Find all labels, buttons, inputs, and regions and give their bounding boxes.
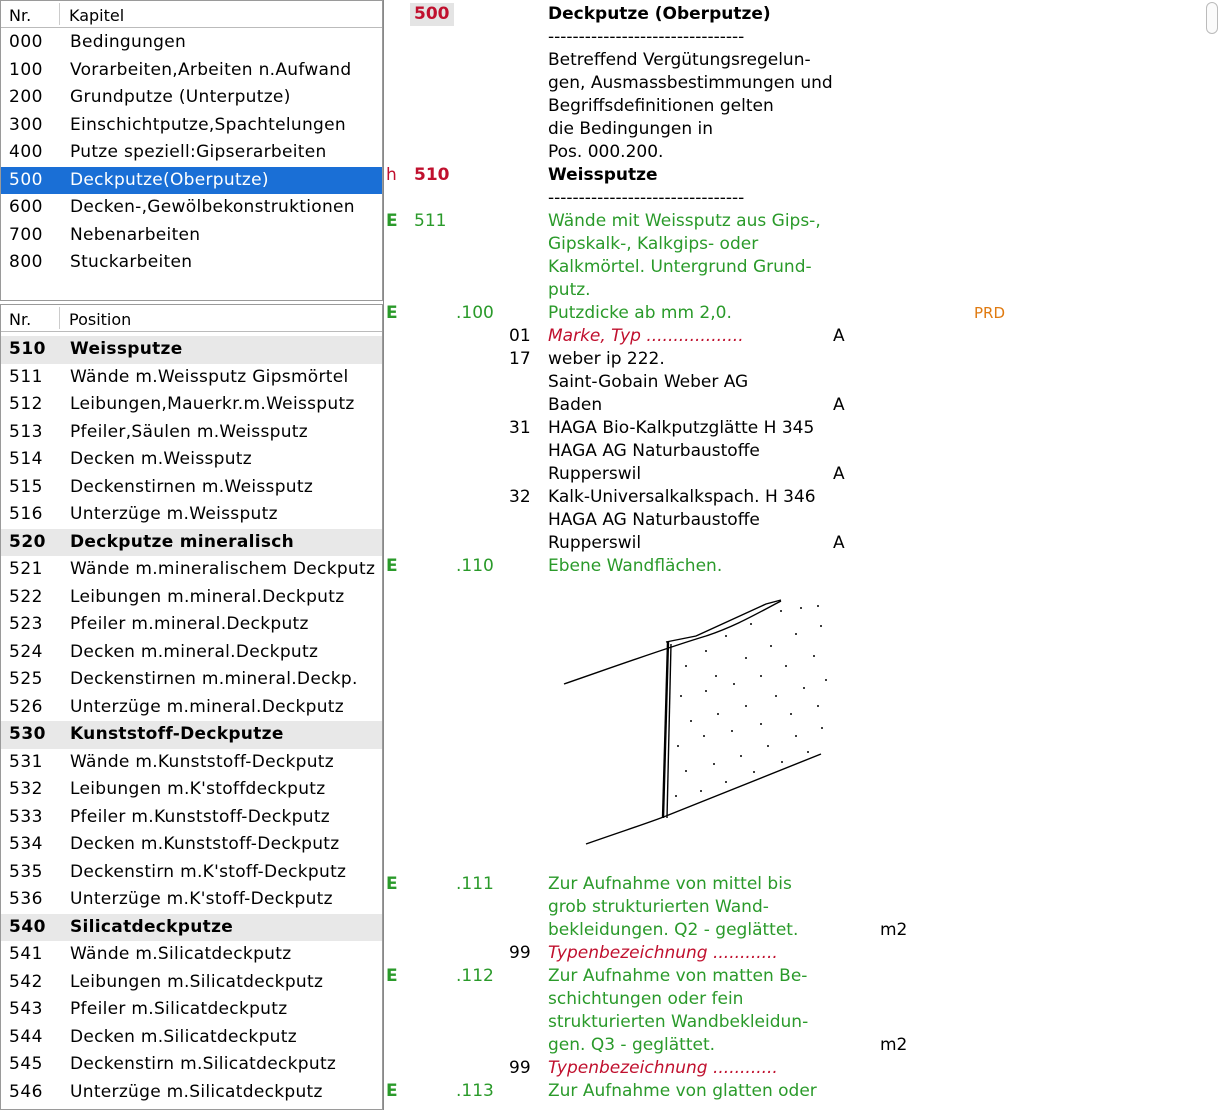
position-nr: 535 <box>9 861 43 882</box>
doc-line <box>384 371 1204 394</box>
kapitel-nr: 400 <box>9 142 43 162</box>
position-header <box>1 305 382 332</box>
subposition-text: Putzdicke ab mm 2,0. <box>548 303 732 323</box>
position-nr: 542 <box>9 971 43 992</box>
variant-text: Baden <box>548 395 603 415</box>
position-row[interactable] <box>1 474 382 502</box>
doc-line <box>384 463 1204 486</box>
position-nr: 541 <box>9 944 43 964</box>
position-name: Unterzüge m.mineral.Deckputz <box>70 696 344 717</box>
variant-text: HAGA AG Naturbaustoffe <box>548 441 760 461</box>
kapitel-name: Stuckarbeiten <box>70 252 193 272</box>
position-row[interactable] <box>1 1024 382 1052</box>
chapter-number[interactable]: 500 <box>410 3 454 26</box>
variant-number: 99 <box>509 943 531 963</box>
position-name: Decken m.Weissputz <box>70 449 252 469</box>
doc-line <box>384 348 1204 371</box>
position-nr: 516 <box>9 504 43 524</box>
kapitel-name: Deckputze(Oberputze) <box>70 169 269 190</box>
chapter-title: Deckputze (Oberputze) <box>548 4 771 24</box>
kapitel-name: Nebenarbeiten <box>70 224 201 245</box>
position-name: Deckputze mineralisch <box>70 531 295 552</box>
kapitel-nr: 500 <box>9 169 43 190</box>
kapitel-name: Vorarbeiten,Arbeiten n.Aufwand <box>70 59 352 80</box>
h-flag: h <box>386 165 397 185</box>
doc-line <box>384 279 1204 302</box>
position-row[interactable] <box>1 584 382 612</box>
position-nr: 531 <box>9 751 43 772</box>
position-row[interactable] <box>1 611 382 639</box>
subposition-number[interactable]: .100 <box>456 303 494 323</box>
kapitel-name: Decken-,Gewölbekonstruktionen <box>70 197 355 217</box>
doc-line <box>384 896 1204 919</box>
subposition-number[interactable]: .111 <box>456 874 494 894</box>
position-nr: 515 <box>9 476 43 497</box>
position-text: Kalkmörtel. Untergrund Grund- <box>548 257 812 277</box>
e-flag: E <box>386 966 398 986</box>
position-name: Wände m.Weissputz Gipsmörtel <box>70 366 349 387</box>
variant-text: Typenbezeichnung ............ <box>548 943 778 963</box>
subposition-text: bekleidungen. Q2 - geglättet. <box>548 920 799 940</box>
position-nr: 525 <box>9 669 43 689</box>
col-kapitel-header[interactable]: Kapitel <box>69 6 125 25</box>
position-rows <box>1 332 382 1106</box>
sketch-top-edge <box>564 601 781 684</box>
position-name: Decken m.mineral.Deckputz <box>70 641 319 662</box>
subposition-text: gen. Q3 - geglättet. <box>548 1035 716 1055</box>
variant-text: HAGA Bio-Kalkputzglätte H 345 <box>548 418 815 438</box>
position-row[interactable] <box>1 446 382 474</box>
doc-line <box>384 256 1204 279</box>
variant-text: Saint-Gobain Weber AG <box>548 372 749 392</box>
section-title: Weissputze <box>548 165 658 185</box>
doc-line <box>384 942 1204 965</box>
sketch-ceiling-line <box>666 600 781 642</box>
column-divider[interactable] <box>59 307 60 329</box>
position-nr: 543 <box>9 999 43 1019</box>
col-position-header[interactable]: Position <box>69 310 132 329</box>
column-divider[interactable] <box>59 3 60 25</box>
body-text: die Bedingungen in <box>548 119 714 139</box>
col-nr-header[interactable]: Nr. <box>9 6 32 25</box>
position-nr: 540 <box>9 916 46 937</box>
e-flag: E <box>386 303 398 323</box>
rule-line: -------------------------------- <box>548 27 745 47</box>
kapitel-name: Einschichtputze,Spachtelungen <box>70 114 346 135</box>
unit-label: m2 <box>880 1035 908 1055</box>
kapitel-rows <box>1 28 382 277</box>
position-text: Gipskalk-, Kalkgips- oder <box>548 234 759 254</box>
a-flag: A <box>833 464 845 484</box>
position-name: Decken m.Kunststoff-Deckputz <box>70 834 340 854</box>
position-row[interactable] <box>1 364 382 392</box>
position-number[interactable]: 511 <box>414 211 447 231</box>
position-row[interactable] <box>1 886 382 914</box>
position-nr: 544 <box>9 1026 43 1047</box>
position-row[interactable] <box>1 639 382 667</box>
e-flag: E <box>386 874 398 894</box>
subposition-text: grob strukturierten Wand- <box>548 897 769 917</box>
kapitel-nr: 300 <box>9 114 43 135</box>
position-nr: 524 <box>9 641 43 662</box>
doc-line <box>384 555 1204 578</box>
doc-line <box>384 1080 1204 1103</box>
position-row[interactable] <box>1 501 382 529</box>
position-row[interactable] <box>1 859 382 887</box>
position-name: Deckenstirnen m.Weissputz <box>70 476 314 497</box>
position-group-520[interactable] <box>1 529 382 557</box>
body-text: Betreffend Vergütungsregelun- <box>548 50 811 70</box>
doc-line <box>384 233 1204 256</box>
kapitel-row-000[interactable] <box>1 29 382 57</box>
variant-number: 17 <box>509 349 531 369</box>
position-row[interactable] <box>1 391 382 419</box>
doc-line <box>384 509 1204 532</box>
position-nr: 534 <box>9 834 43 854</box>
document-view[interactable] <box>384 0 1232 1110</box>
position-row[interactable] <box>1 1079 382 1107</box>
variant-text: Marke, Typ .................. <box>548 326 744 346</box>
doc-line <box>384 1011 1204 1034</box>
doc-line <box>384 72 1204 95</box>
position-name: Leibungen,Mauerkr.m.Weissputz <box>70 394 355 414</box>
position-nr: 514 <box>9 449 43 469</box>
variant-text: HAGA AG Naturbaustoffe <box>548 510 760 530</box>
position-row[interactable] <box>1 556 382 584</box>
position-nr: 536 <box>9 889 43 909</box>
kapitel-nr: 100 <box>9 59 43 80</box>
kapitel-row-300[interactable] <box>1 112 382 140</box>
position-row[interactable] <box>1 694 382 722</box>
position-name: Wände m.Silicatdeckputz <box>70 944 292 964</box>
kapitel-row-500-selected[interactable] <box>1 167 382 195</box>
subposition-text: strukturierten Wandbekleidun- <box>548 1012 809 1032</box>
section-number[interactable]: 510 <box>414 165 450 185</box>
prd-tag[interactable]: PRD <box>974 304 1006 322</box>
a-flag: A <box>833 326 845 346</box>
position-row[interactable] <box>1 776 382 804</box>
variant-text: Typenbezeichnung ............ <box>548 1058 778 1078</box>
doc-line <box>384 3 1204 26</box>
variant-text: Rupperswil <box>548 533 642 553</box>
position-name: Unterzüge m.Silicatdeckputz <box>70 1081 323 1102</box>
position-name: Kunststoff-Deckputze <box>70 724 284 744</box>
kapitel-nr: 200 <box>9 87 43 107</box>
doc-line <box>384 187 1204 210</box>
position-row[interactable] <box>1 749 382 777</box>
rule-line: -------------------------------- <box>548 188 745 208</box>
position-name: Unterzüge m.Weissputz <box>70 504 278 524</box>
doc-line <box>384 873 1204 896</box>
doc-line <box>384 49 1204 72</box>
doc-line <box>384 532 1204 555</box>
doc-line <box>384 440 1204 463</box>
doc-line <box>384 95 1204 118</box>
kapitel-name: Putze speziell:Gipserarbeiten <box>70 142 327 162</box>
kapitel-nr: 000 <box>9 32 43 52</box>
kapitel-row-800[interactable] <box>1 249 382 277</box>
variant-number: 31 <box>509 418 531 438</box>
doc-line <box>384 164 1204 187</box>
a-flag: A <box>833 395 845 415</box>
kapitel-nr: 700 <box>9 224 43 245</box>
position-group-530[interactable] <box>1 721 382 749</box>
kapitel-nr: 600 <box>9 197 43 217</box>
position-name: Pfeiler m.mineral.Deckputz <box>70 614 309 634</box>
position-row[interactable] <box>1 804 382 832</box>
subposition-text: Zur Aufnahme von matten Be- <box>548 966 808 986</box>
wall-surface-sketch <box>556 596 846 851</box>
position-group-510[interactable] <box>1 336 382 364</box>
kapitel-row-700[interactable] <box>1 222 382 250</box>
doc-line <box>384 417 1204 440</box>
vertical-scrollbar-thumb[interactable] <box>1206 2 1218 34</box>
body-text: Begriffsdefinitionen gelten <box>548 96 774 116</box>
position-name: Deckenstirn m.Silicatdeckputz <box>70 1054 337 1074</box>
sketch-texture-dots <box>675 605 827 797</box>
doc-line <box>384 210 1204 233</box>
position-row[interactable] <box>1 419 382 447</box>
position-text: putz. <box>548 280 591 300</box>
position-name: Deckenstirnen m.mineral.Deckp. <box>70 669 358 689</box>
e-flag: E <box>386 1081 398 1101</box>
doc-line <box>384 965 1204 988</box>
subposition-text: Zur Aufnahme von mittel bis <box>548 874 792 894</box>
position-group-540[interactable] <box>1 914 382 942</box>
subposition-number[interactable]: .112 <box>456 966 494 986</box>
position-nr: 510 <box>9 339 46 359</box>
left-pane <box>0 0 384 1110</box>
variant-text: Rupperswil <box>548 464 642 484</box>
kapitel-nr: 800 <box>9 252 43 272</box>
position-name: Leibungen m.Silicatdeckputz <box>70 971 324 992</box>
position-row[interactable] <box>1 969 382 997</box>
position-nr: 530 <box>9 724 46 744</box>
doc-line <box>384 141 1204 164</box>
kapitel-row-100[interactable] <box>1 57 382 85</box>
col-nr-header[interactable]: Nr. <box>9 310 32 329</box>
kapitel-row-600[interactable] <box>1 194 382 222</box>
position-nr: 533 <box>9 806 43 827</box>
subposition-number[interactable]: .110 <box>456 556 494 576</box>
position-row[interactable] <box>1 1051 382 1079</box>
doc-line <box>384 325 1204 348</box>
unit-label: m2 <box>880 920 908 940</box>
position-name: Silicatdeckputze <box>70 916 234 937</box>
position-nr: 546 <box>9 1081 43 1102</box>
kapitel-row-200[interactable] <box>1 84 382 112</box>
position-row[interactable] <box>1 996 382 1024</box>
e-flag: E <box>386 556 398 576</box>
position-row[interactable] <box>1 666 382 694</box>
doc-line <box>384 26 1204 49</box>
subposition-text: Ebene Wandflächen. <box>548 556 723 576</box>
variant-number: 99 <box>509 1058 531 1078</box>
position-list[interactable] <box>0 304 383 1110</box>
position-nr: 521 <box>9 559 43 579</box>
position-nr: 545 <box>9 1054 43 1074</box>
position-name: Unterzüge m.K'stoff-Deckputz <box>70 889 333 909</box>
position-name: Wände m.mineralischem Deckputz <box>70 559 376 579</box>
position-nr: 526 <box>9 696 43 717</box>
kapitel-name: Bedingungen <box>70 32 187 52</box>
position-nr: 511 <box>9 366 43 387</box>
position-name: Wände m.Kunststoff-Deckputz <box>70 751 334 772</box>
subposition-number[interactable]: .113 <box>456 1081 494 1101</box>
doc-line <box>384 302 1204 325</box>
body-text: gen, Ausmassbestimmungen und <box>548 73 833 93</box>
kapitel-header <box>1 1 382 28</box>
position-name: Decken m.Silicatdeckputz <box>70 1026 297 1047</box>
e-flag: E <box>386 211 398 231</box>
subposition-text: schichtungen oder fein <box>548 989 744 1009</box>
doc-line <box>384 1057 1204 1080</box>
kapitel-name: Grundputze (Unterputze) <box>70 87 291 107</box>
position-name: Leibungen m.mineral.Deckputz <box>70 586 345 607</box>
position-nr: 520 <box>9 531 46 552</box>
doc-line <box>384 394 1204 417</box>
doc-line <box>384 919 1204 942</box>
kapitel-list[interactable] <box>0 0 383 301</box>
position-row[interactable] <box>1 831 382 859</box>
position-row[interactable] <box>1 941 382 969</box>
a-flag: A <box>833 533 845 553</box>
position-name: Pfeiler,Säulen m.Weissputz <box>70 421 308 442</box>
position-text: Wände mit Weissputz aus Gips-, <box>548 211 821 231</box>
position-name: Pfeiler m.Kunststoff-Deckputz <box>70 806 331 827</box>
position-name: Leibungen m.K'stoffdeckputz <box>70 779 326 799</box>
position-name: Weissputze <box>70 339 183 359</box>
variant-text: Kalk-Universalkalkspach. H 346 <box>548 487 816 507</box>
position-nr: 513 <box>9 421 43 442</box>
sketch-floor-edge <box>586 816 666 844</box>
subposition-text: Zur Aufnahme von glatten oder <box>548 1081 817 1101</box>
sketch-wall-bottom <box>666 754 821 816</box>
position-name: Deckenstirn m.K'stoff-Deckputz <box>70 861 347 882</box>
doc-line <box>384 1034 1204 1057</box>
variant-number: 01 <box>509 326 531 346</box>
position-nr: 523 <box>9 614 43 634</box>
position-nr: 512 <box>9 394 43 414</box>
variant-text: weber ip 222. <box>548 349 665 369</box>
kapitel-row-400[interactable] <box>1 139 382 167</box>
doc-line <box>384 988 1204 1011</box>
doc-line <box>384 118 1204 141</box>
doc-line <box>384 486 1204 509</box>
body-text: Pos. 000.200. <box>548 142 664 162</box>
variant-number: 32 <box>509 487 531 507</box>
position-nr: 532 <box>9 779 43 799</box>
position-nr: 522 <box>9 586 43 607</box>
position-name: Pfeiler m.Silicatdeckputz <box>70 999 288 1019</box>
